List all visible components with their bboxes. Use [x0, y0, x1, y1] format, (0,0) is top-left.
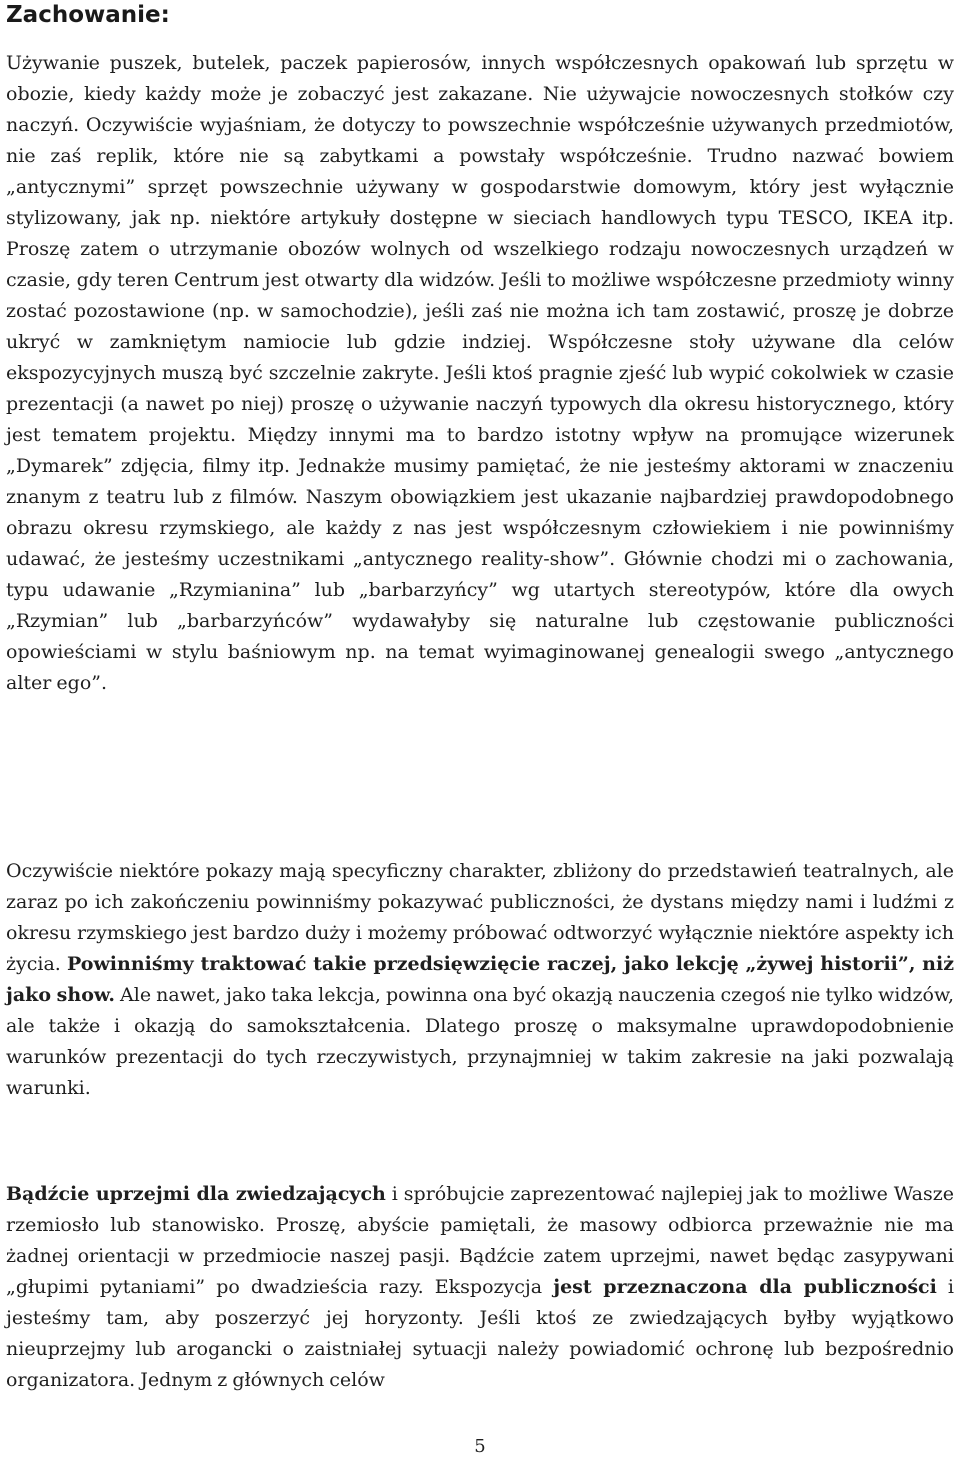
section-heading: Zachowanie:: [6, 2, 170, 28]
emphasis-text: jest przeznaczona dla publiczności: [553, 1276, 937, 1298]
page-number: 5: [474, 1436, 486, 1457]
paragraph-visitors: [6, 1179, 954, 1396]
paragraph-living-history: [6, 856, 954, 1104]
paragraph-text: Ale nawet, jako taka lekcja, powinna ona być okazją nauczenia czegoś nie tylko widzów, ale także i okazją do samokształcenia. Dlatego proszę o maksymalne uprawdopodobnienie warunków prezentacji do tych rzeczywistych, przynajmniej w takim zakresie na jaki pozwalają warunki.: [6, 984, 954, 1099]
paragraph-text: Oczywiście niektóre pokazy mają specyficzny charakter, zbliżony do przedstawień teatralnych, ale zaraz po ich zakończeniu powinniśmy pokazywać publiczności, że dystans między nami i ludźmi z okresu rzymskiego jest bardzo duży i możemy próbować odtworzyć wyłącznie niektóre aspekty ich życia.: [6, 860, 954, 975]
paragraph-behavior: Używanie puszek, butelek, paczek papierosów, innych współczesnych opakowań lub sprzętu w obozie, kiedy każdy może je zobaczyć jest zakazane. Nie używajcie nowoczesnych stołków czy naczyń. Oczywiście wyjaśniam, że dotyczy to powszechnie współcześnie używanych przedmiotów, nie zaś replik, które nie są zabytkami a powstały współcześnie. Trudno nazwać bowiem „antycznymi” sprzęt powszechnie używany w gospodarstwie domowym, który jest wyłącznie stylizowany, jak np. niektóre artykuły dostępne w sieciach handlowych typu TESCO, IKEA itp. Proszę zatem o utrzymanie obozów wolnych od wszelkiego rodzaju nowoczesnych urządzeń w czasie, gdy teren Centrum jest otwarty dla widzów. Jeśli to możliwe współczesne przedmioty winny zostać pozostawione (np. w samochodzie), jeśli zaś nie można ich tam zostawić, proszę je dobrze ukryć w zamkniętym namiocie lub gdzie indziej. Współczesne stoły używane dla celów ekspozycyjnych muszą być szczelnie zakryte. Jeśli ktoś pragnie zjeść lub wypić cokolwiek w czasie prezentacji (a nawet po niej) proszę o używanie naczyń typowych dla okresu historycznego, który jest tematem projektu. Między innymi ma to bardzo istotny wpływ na promujące wizerunek „Dymarek” zdjęcia, filmy itp. Jednakże musimy pamiętać, że nie jesteśmy aktorami w znaczeniu znanym z teatru lub z filmów. Naszym obowiązkiem jest ukazanie najbardziej prawdopodobnego obrazu okresu rzymskiego, ale każdy z nas jest współczesnym człowiekiem i nie powinniśmy udawać, że jesteśmy uczestnikami „antycznego reality-show”. Głównie chodzi mi o zachowania, typu udawanie „Rzymianina” lub „barbarzyńcy” wg utartych stereotypów, które dla owych „Rzymian” lub „barbarzyńców” wydawałyby się naturalne lub częstowanie publiczności opowieściami w stylu baśniowym np. na temat wyimaginowanej genealogii swego „antycznego alter ego”.: [6, 52, 954, 694]
emphasis-text: Powinniśmy traktować takie przedsięwzięcie raczej, jako lekcję „żywej historii”, niż jako show.: [6, 953, 954, 1006]
paragraph-text: i jesteśmy tam, aby poszerzyć jej horyzonty. Jeśli ktoś ze zwiedzających byłby wyjątkowo nieuprzejmy lub arogancki o zaistniałej sytuacji należy powiadomić ochronę lub bezpośrednio organizatora. Jednym z głównych celów: [6, 1276, 954, 1391]
paragraph-text: i spróbujcie zaprezentować najlepiej jak to możliwe Wasze rzemiosło lub stanowisko. Proszę, abyście pamiętali, że masowy odbiorca przeważnie nie ma żadnej orientacji w przedmiocie naszej pasji. Bądźcie zatem uprzejmi, nawet będąc zasypywani „głupimi pytaniami” po dwadzieścia razy. Ekspozycja: [6, 1183, 954, 1298]
emphasis-text: Bądźcie uprzejmi dla zwiedzających: [6, 1183, 386, 1205]
